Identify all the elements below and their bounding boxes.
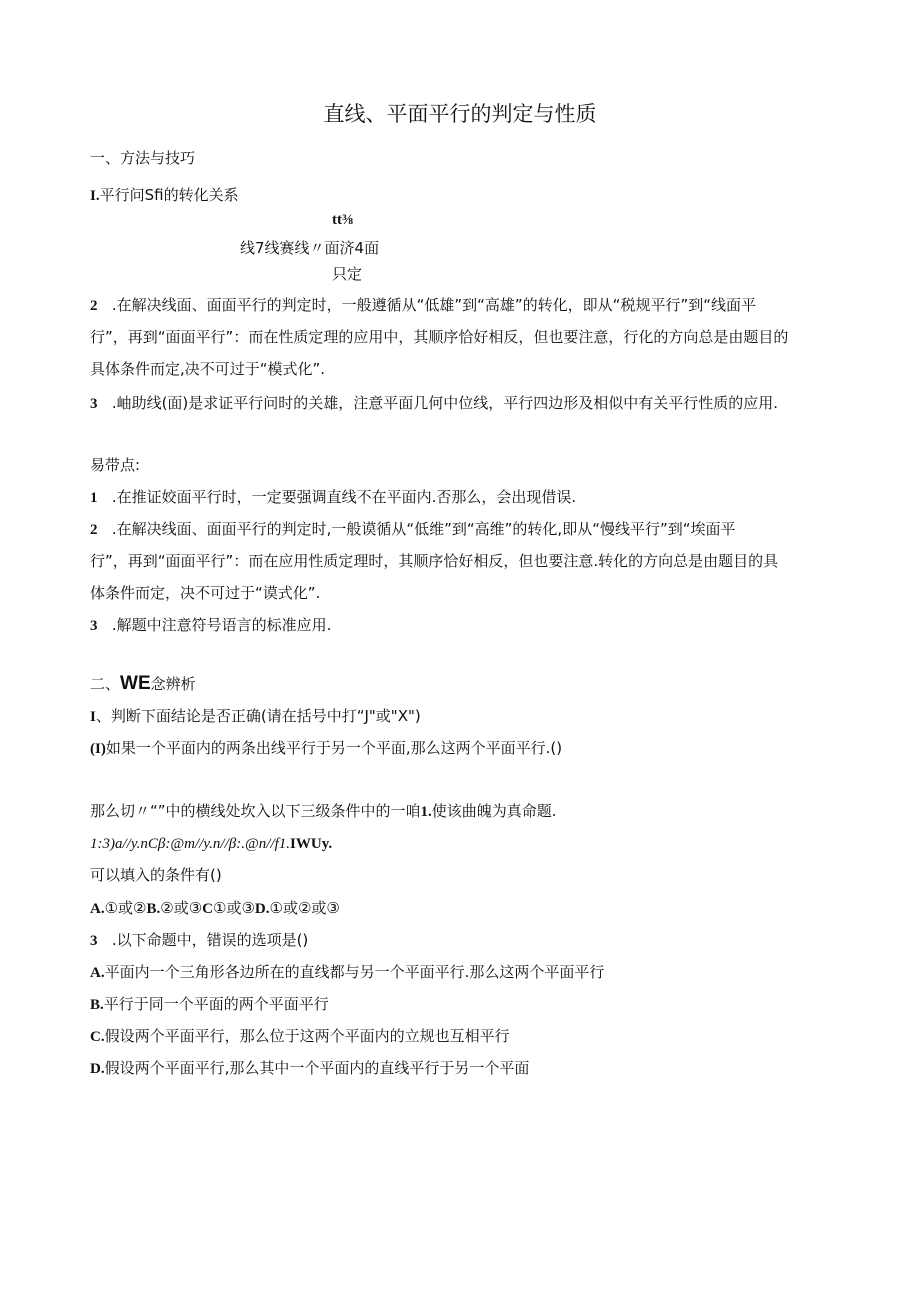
pitfalls-heading: 易带点: bbox=[90, 456, 141, 474]
question-2-line-2 bbox=[90, 833, 332, 854]
option-text: 假设两个平面平行，那么位于这两个平面内的立规也互相平行 bbox=[104, 1027, 510, 1045]
question-3-option-a bbox=[90, 962, 604, 983]
method-item-2-line-1 bbox=[90, 295, 756, 316]
option-c-text: ①或③ bbox=[213, 899, 255, 917]
option-d-text: ①或②或③ bbox=[269, 899, 340, 917]
method-item-3 bbox=[90, 393, 778, 414]
pitfall-item-1 bbox=[90, 487, 576, 508]
question-3 bbox=[90, 930, 308, 951]
section-heading-methods: 一、方法与技巧 bbox=[90, 149, 196, 167]
item-number: 3 bbox=[90, 396, 98, 412]
item-number: 2 bbox=[90, 298, 98, 314]
option-text: 平面内一个三角形各边所在的直线都与另一个平面平行.那么这两个平面平行 bbox=[104, 963, 605, 981]
option-text: 假设两个平面平行,那么其中一个平面内的直线平行于另一个平面 bbox=[104, 1059, 530, 1077]
page-title: 直线、平面平行的判定与性质 bbox=[323, 102, 597, 126]
question-number: 3 bbox=[90, 933, 98, 949]
option-c-label: C bbox=[202, 901, 214, 917]
question-3-option-d bbox=[90, 1058, 529, 1079]
heading-suffix: 念辨析 bbox=[150, 675, 196, 693]
question-text: .以下命题中，错误的选项是() bbox=[111, 931, 309, 949]
question-number: I bbox=[90, 709, 96, 725]
item-text: .在解决线面、面面平行的判定时,一般谟循从“低维”到“高维”的转化,即从“慢线平行”到“埃面平 bbox=[111, 520, 736, 538]
pitfall-item-2-line-2: 行”，再到“面面平行”：而在应用性质定理时，其顺序恰好相反，但也要注意.转化的方向总是由题目的具 bbox=[90, 552, 779, 570]
option-label: C. bbox=[90, 1029, 105, 1045]
question-2-options bbox=[90, 898, 340, 919]
item-text: 平行问Sfi的转化关系 bbox=[99, 186, 239, 204]
q2-conditions-tail: IWUy. bbox=[290, 836, 333, 852]
heading-big: WE bbox=[120, 673, 151, 694]
question-3-option-b bbox=[90, 994, 329, 1015]
item-number: 3 bbox=[90, 618, 98, 634]
option-text: 平行于同一个平面的两个平面平行 bbox=[103, 995, 329, 1013]
q2-text-c: 使该曲魄为真命题. bbox=[431, 802, 557, 820]
diagram-middle-label: 线7线赛线〃面济4面 bbox=[240, 239, 380, 257]
option-a-text: ①或② bbox=[104, 899, 147, 917]
question-text: 、判断下面结论是否正确(请在括号中打“J"或"X") bbox=[95, 707, 421, 725]
q2-conditions: 1:3)a//y.nCβ:@m//y.n//β:.@n//f1. bbox=[90, 836, 291, 852]
item-number: 1 bbox=[90, 490, 98, 506]
section-heading-concepts bbox=[90, 674, 196, 694]
q2-text-b: 1. bbox=[420, 804, 432, 820]
pitfall-item-2-line-3: 体条件而定，决不可过于“谟式化”. bbox=[90, 584, 321, 602]
method-item-2-line-2: 行”，再到“面面平行”：而在性质定理的应用中，其顺序恰好相反，但也要注意，行化的方向总是由题目的 bbox=[90, 328, 789, 346]
q2-text-a: 那么切〃“”中的横线处坎入以下三级条件中的一咱 bbox=[90, 802, 421, 820]
option-a-label: A. bbox=[90, 901, 105, 917]
item-text: .在推证姣面平行时，一定要强调直线不在平面内.否那么，会出现借误. bbox=[111, 488, 577, 506]
diagram-top-label: tt⅜ bbox=[332, 212, 354, 228]
sub-number: (I) bbox=[90, 741, 106, 757]
option-label: B. bbox=[90, 997, 104, 1013]
diagram-bottom-label: 只定 bbox=[332, 265, 363, 283]
option-b-text: ②或③ bbox=[160, 899, 203, 917]
pitfall-item-3 bbox=[90, 615, 331, 636]
question-2-line-3: 可以填入的条件有() bbox=[90, 866, 222, 884]
question-1 bbox=[90, 706, 421, 727]
option-d-label: D. bbox=[254, 901, 270, 917]
item-text: .在解决线面、面面平行的判定时，一般遵循从“低雄”到“高雄”的转化，即从“税规平行”到“线面平 bbox=[111, 296, 756, 314]
option-b-label: B. bbox=[146, 901, 161, 917]
sub-text: 如果一个平面内的两条出线平行于另一个平面,那么这两个平面平行.() bbox=[105, 739, 563, 757]
item-text: .解题中注意符号语言的标准应用. bbox=[111, 616, 332, 634]
method-item-2-line-3: 具体条件而定,决不可过于“模式化”. bbox=[90, 360, 326, 378]
question-2-line-1 bbox=[90, 801, 557, 822]
item-number: I. bbox=[90, 188, 100, 204]
method-item-1 bbox=[90, 185, 239, 206]
option-label: A. bbox=[90, 965, 105, 981]
question-3-option-c bbox=[90, 1026, 510, 1047]
item-text: .岫助线(面)是求证平行问时的关雄，注意平面几何中位线，平行四边形及相似中有关平行性质的应用. bbox=[111, 394, 779, 412]
option-label: D. bbox=[90, 1061, 105, 1077]
heading-prefix: 二、 bbox=[90, 675, 121, 693]
item-number: 2 bbox=[90, 522, 98, 538]
transformation-diagram bbox=[240, 212, 400, 282]
question-1-sub bbox=[90, 738, 562, 759]
pitfall-item-2-line-1 bbox=[90, 519, 736, 540]
